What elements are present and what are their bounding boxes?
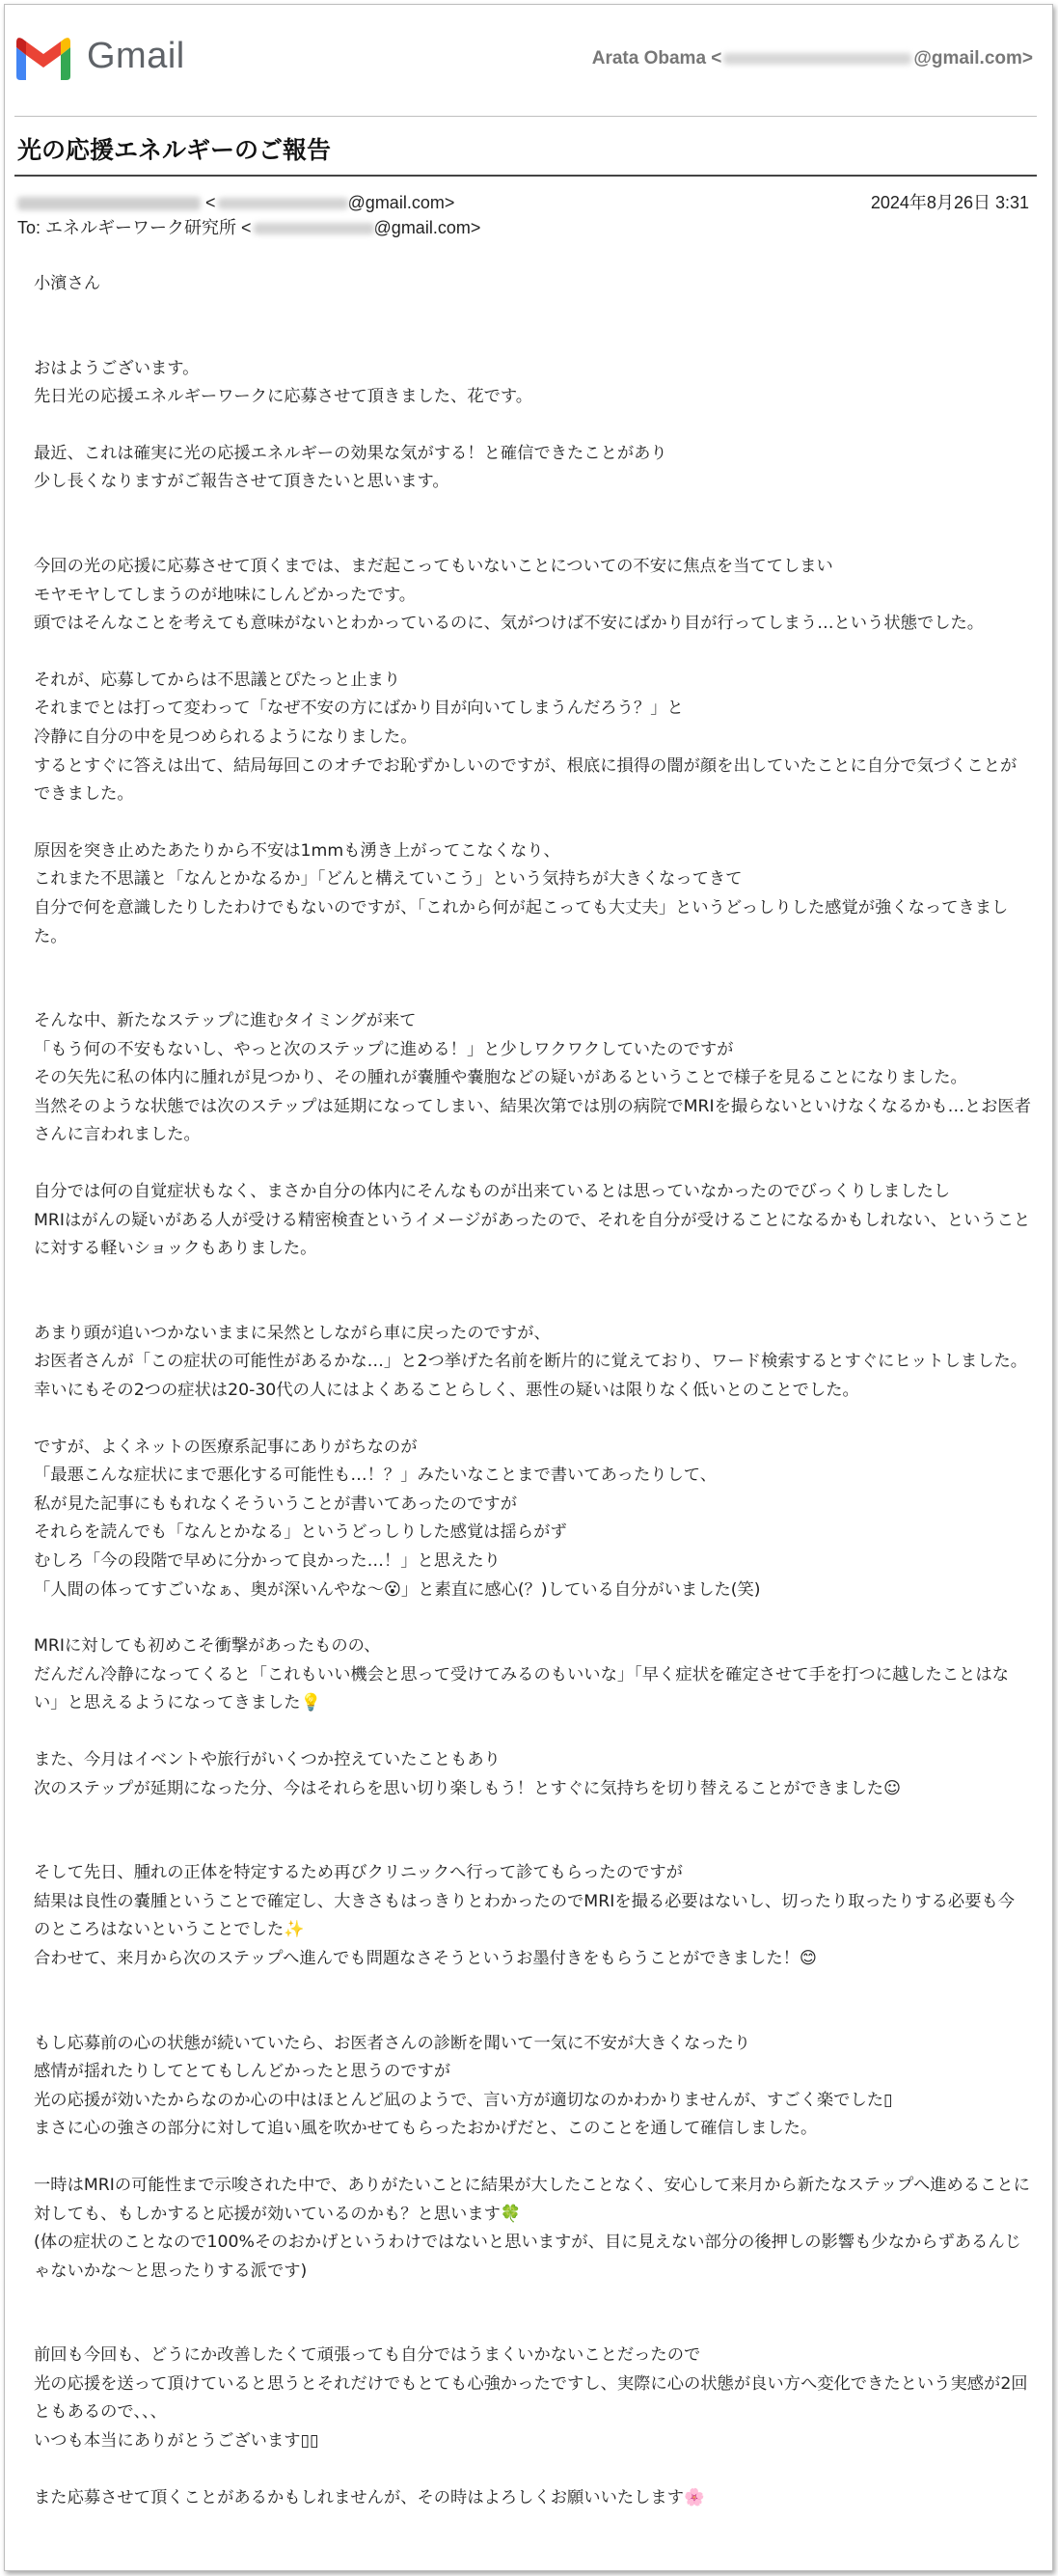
account-domain: @gmail.com> [913,48,1033,69]
paragraph-spacer [34,1264,1031,1320]
gmail-logo-icon [13,34,74,82]
email-date: 2024年8月26日 3:31 [870,193,1029,212]
body-paragraph: また、今月はイベントや旅行がいくつか控えていたこともあり 次のステップが延期になった分、今はそれらを思い切り楽しもう！とすぐに気持ちを切り替えることができました☺ [34,1749,902,1798]
paragraph-spacer [34,497,1031,553]
paragraph-spacer [34,809,1031,837]
paragraph-spacer [34,412,1031,440]
body-paragraph: 前回も今回も、どうにか改善したくて頑張っても自分ではうまくいかないことだったので 光の応援を送って頂けていると思うとそれだけでもとても心強かったですし、実際に心の状態が良い方へ変化できたという実感が2回ともあるので、、、 いつも本当にありがとうございます▯▯ [34,2345,1028,2452]
redacted-account-email [723,53,911,65]
body-paragraph: それが、応募してからは不思議とぴたっと止まり それまでとは打って変わって「なぜ不安の方にばかり目が向いてしまうんだろう？」と 冷静に自分の中を見つめられるようになりました。 するとすぐに答えは出て、結局毎回このオチでお恥ずかしいのですが、根底に損得の闇が顔を出していたことに自分で気づくことができました。 [34,670,1017,805]
paragraph-spacer [34,2144,1031,2172]
to-label: To: エネルギーワーク研究所 < [17,218,252,237]
body-paragraph: ですが、よくネットの医療系記事にありがちなのが 「最悪こんな症状にまで悪化する可能性も…！？」みたいなことまで書いてあったりして、 私が見た記事にももれなくそういうことが書いてあったのですが それらを読んでも「なんとかなる」というどっしりした感覚は揺らがず むしろ「今の段階で早めに分かって良かった…！」と思えたり 「人間の体ってすごいなぁ、奥が深いんやな〜😮」と素直に感心(？)している自分がいました(笑) [34,1437,761,1600]
email-body [34,270,1031,2512]
account-name: Arata Obama < [591,48,722,69]
paragraph-spacer [34,2456,1031,2484]
body-paragraph: 一時はMRIの可能性まで示唆された中で、ありがたいことに結果が大したことなく、安心して来月から新たなステップへ進めることに対しても、もしかすると応援が効いているのかも？と思います🍀 (体の症状のことなので100%そのおかげというわけではないと思いますが、目に見えない部分の後押しの影響も少なからずあるんじゃないかな〜と思ったりする派です) [34,2175,1030,2281]
paragraph-spacer [34,2286,1031,2342]
body-paragraph: 最近、これは確実に光の応援エネルギーの効果な気がする！と確信できたことがあり 少し長くなりますがご報告させて頂きたいと思います。 [34,443,667,492]
subject-divider [14,175,1037,177]
body-paragraph: 原因を突き止めたあたりから不安は1mmも湧き上がってこなくなり、 これまた不思議と「なんとかなるか」「どんと構えていこう」という気持ちが大きくなってきて 自分で何を意識したりしたわけでもないのですが、「これから何が起こっても大丈夫」というどっしりした感覚が強くなってきました。 [34,840,1009,946]
body-paragraph: もし応募前の心の状態が続いていたら、お医者さんの診断を聞いて一気に不安が大きくなったり 感情が揺れたりしてとてもしんどかったと思うのですが 光の応援が効いたからなのか心の中はほとんど凪のようで、言い方が適切なのかわかりませんが、すごく楽でした▯ まさに心の強さの部分に対して追い風を吹かせてもらったおかげだと、このことを通して確信しました。 [34,2033,893,2139]
body-paragraph: 自分では何の自覚症状もなく、まさか自分の体内にそんなものが出来ているとは思っていなかったのでびっくりしましたし MRIはがんの疑いがある人が受ける精密検査というイメージがあったので、それを自分が受けることになるかもしれない、ということに対する軽いショックもありました。 [34,1182,1031,1259]
paragraph-spacer [34,1150,1031,1178]
paragraph-spacer [34,1406,1031,1434]
from-bracket: < [205,193,216,212]
account-info [592,48,1033,69]
body-paragraph: おはようございます。 先日光の応援エネルギーワークに応募させて頂きました、花です。 [34,358,533,407]
body-paragraph: MRIに対しても初めこそ衝撃があったものの、 だんだん冷静になってくると「これもいい機会と思って受けてみるのもいいな」「早く症状を確定させて手を打つに越したことはない」と思えるようになってきました💡 [34,1636,1009,1713]
paragraph-spacer [34,1803,1031,1859]
paragraph-spacer [34,1718,1031,1746]
gmail-brand: Gmail [87,36,185,76]
from-row [17,190,1037,215]
redacted-sender-email [218,198,348,209]
email-subject: 光の応援エネルギーのご報告 [17,136,332,164]
to-row [17,215,1037,240]
body-paragraph: そして先日、腫れの正体を特定するため再びクリニックへ行って診てもらったのですが 結果は良性の嚢腫ということで確定し、大きさもはっきりとわかったのでMRIを撮る必要はないし、切ったり取ったりする必要も今のところはないということでした✨ 合わせて、来月から次のステップへ進んでも問題なさそうというお墨付きをもらうことができました！😊 [34,1863,1016,1968]
gmail-header [5,5,1052,111]
email-print-frame [4,4,1053,2571]
body-paragraph: また応募させて頂くことがあるかもしれませんが、その時はよろしくお願いいたします🌸 [34,2487,705,2507]
email-meta [17,190,1037,240]
body-paragraph: そんな中、新たなステップに進むタイミングが来て 「もう何の不安もないし、やっと次のステップに進める！」と少しワクワクしていたのですが その矢先に私の体内に腫れが見つかり、その腫れが嚢腫や嚢胞などの疑いがあるということで様子を見ることになりました。 当然そのような状態では次のステップは延期になってしまい、結果次第では別の病院でMRIを撮らないといけなくなるかも…とお医者さんに言われました。 [34,1011,1031,1145]
paragraph-spacer [34,299,1031,355]
paragraph-spacer [34,639,1031,667]
redacted-recipient-email [254,223,374,234]
body-paragraph: 今回の光の応援に応募させて頂くまでは、まだ起こってもいないことについての不安に焦点を当ててしまい モヤモヤしてしまうのが地味にしんどかったです。 頭ではそんなことを考えても意味がないとわかっているのに、気がつけば不安にばかり目が行ってしまう…という状態でした。 [34,556,985,634]
from-domain: @gmail.com> [347,193,455,212]
to-domain: @gmail.com> [373,218,481,237]
paragraph-spacer [34,951,1031,1007]
header-divider [14,116,1037,117]
body-paragraph: あまり頭が追いつかないままに呆然としながら車に戻ったのですが、 お医者さんが「この症状の可能性があるかな…」と2つ挙げた名前を断片的に覚えており、ワード検索するとすぐにヒットしました。 幸いにもその2つの症状は20-30代の人にはよくあることらしく、悪性の疑いは限りなく低いとのことでした。 [34,1323,1028,1401]
paragraph-spacer [34,1604,1031,1632]
redacted-sender-name [17,197,201,210]
body-paragraph: 小濱さん [34,274,101,293]
paragraph-spacer [34,1974,1031,2030]
